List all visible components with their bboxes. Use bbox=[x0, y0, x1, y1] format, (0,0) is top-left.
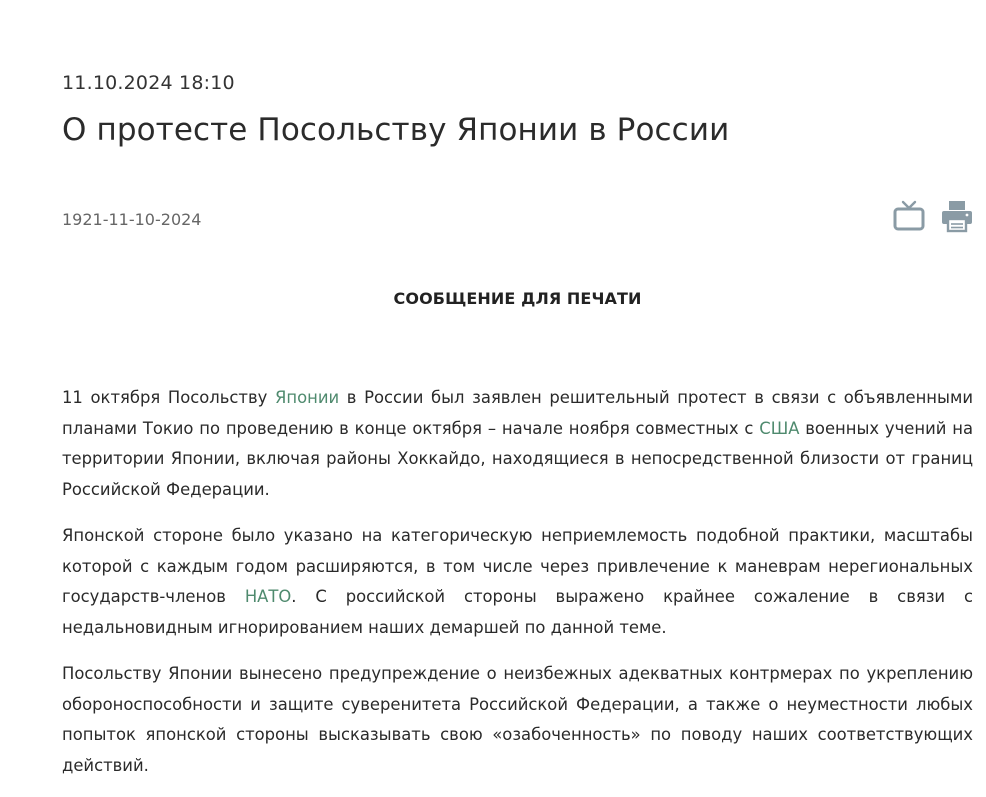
paragraph-text: Посольству Японии вынесено предупреждение о неизбежных адекватных контрмерах по укреплению обороноспособности и защите суверенитета Российской Федерации, а также о неуместности любых попыток японской стороны высказывать свою «озабоченность» по поводу наших соответствующих действий. bbox=[62, 664, 973, 775]
japan-link[interactable]: Японии bbox=[274, 388, 340, 407]
paragraph-2 bbox=[62, 521, 973, 643]
usa-link[interactable]: США bbox=[759, 418, 800, 438]
tv-icon bbox=[892, 199, 926, 233]
paragraph-text: в России был заявлен решительный протест в связи с объявленными планами Токио по проведению в конце октября – начале ноября совместных с bbox=[62, 388, 973, 438]
document-number: 1921-11-10-2024 bbox=[62, 210, 202, 229]
page-title: О протесте Посольству Японии в России bbox=[62, 112, 730, 148]
paragraph-text: . С российской стороны выражено крайнее сожаление в связи с недальновидным игнорированием наших демаршей по данной теме. bbox=[62, 587, 973, 637]
paragraph-text: военных учений на территории Японии, включая районы Хоккайдо, находящиеся в непосредственной близости от границ Российской Федерации. bbox=[62, 418, 973, 499]
press-release-heading: СООБЩЕНИЕ ДЛЯ ПЕЧАТИ bbox=[393, 289, 642, 308]
paragraph-text: Японской стороне было указано на категорическую неприемлемость подобной практики, масштабы которой с каждым годом расширяются, в том числе через привлечение к маневрам нерегиональных государств-членов bbox=[62, 526, 973, 606]
print-button[interactable] bbox=[940, 199, 974, 233]
paragraph-1 bbox=[62, 383, 973, 505]
tv-button[interactable] bbox=[892, 199, 926, 233]
article-body bbox=[62, 383, 973, 797]
paragraph-text: 11 октября Посольству bbox=[62, 388, 275, 407]
paragraph-3 bbox=[62, 659, 973, 781]
publish-datetime: 11.10.2024 18:10 bbox=[62, 72, 235, 94]
printer-icon bbox=[940, 199, 974, 233]
nato-link[interactable]: НАТО bbox=[244, 587, 292, 606]
